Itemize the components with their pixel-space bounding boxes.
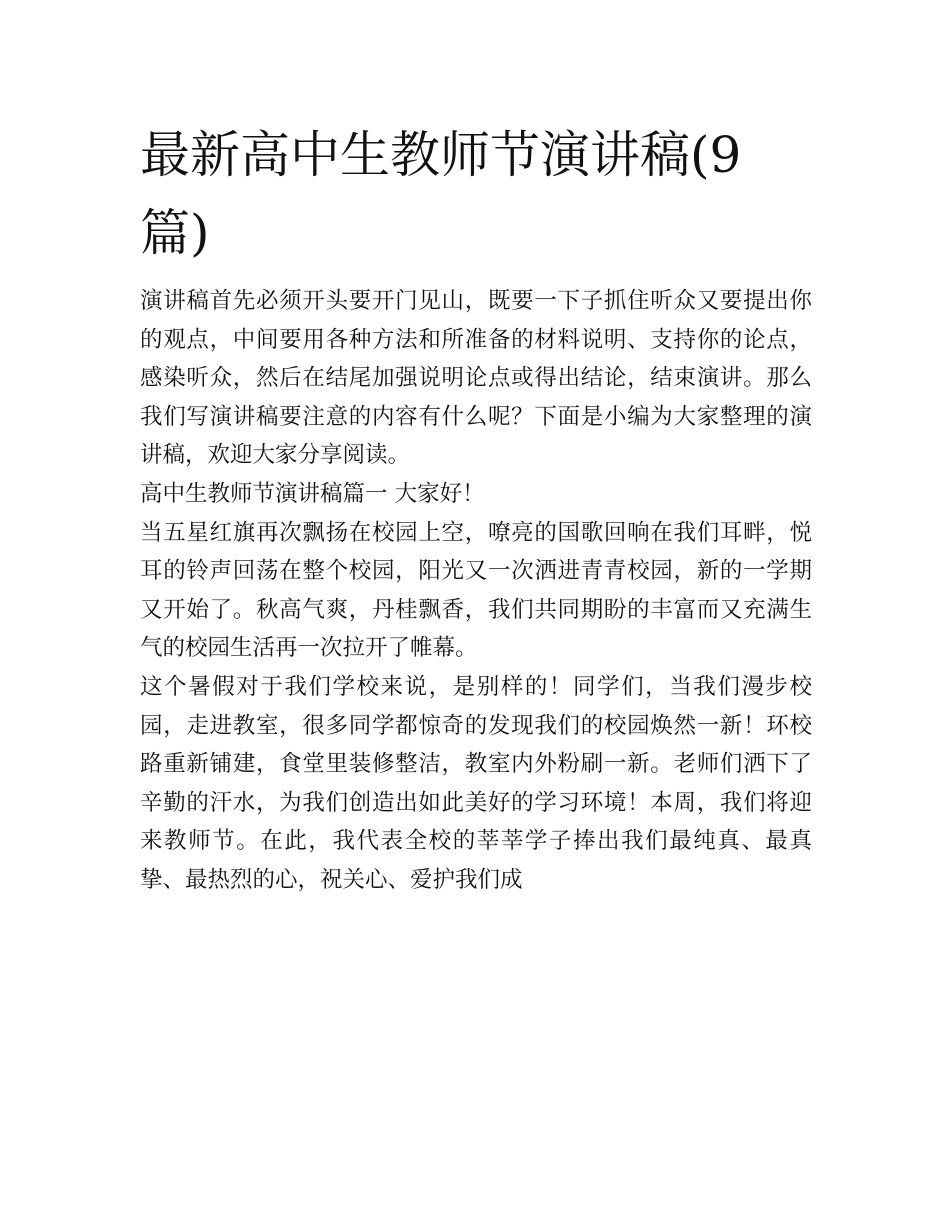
body-paragraph: 这个暑假对于我们学校来说，是别样的！同学们，当我们漫步校园，走进教室，很多同学都惊奇的发现我们的校园焕然一新！环校路重新铺建，食堂里装修整洁，教室内外粉刷一新。老师们洒下了辛勤的汗水，为我们创造出如此美好的学习环境！本周，我们将迎来教师节。在此，我代表全校的莘莘学子捧出我们最纯真、最真挚、最热烈的心，祝关心、爱护我们成 (140, 673, 812, 893)
document-body (140, 282, 812, 900)
intro-paragraph: 演讲稿首先必须开头要开门见山，既要一下子抓住听众又要提出你的观点，中间要用各种方法和所准备的材料说明、支持你的论点，感染听众，然后在结尾加强说明论点或得出结论，结束演讲。那么我们写演讲稿要注意的内容有什么呢？下面是小编为大家整理的演讲稿，欢迎大家分享阅读。 (140, 288, 812, 469)
document-title: 最新高中生教师节演讲稿(9篇) (140, 126, 742, 262)
body-paragraph: 当五星红旗再次飘扬在校园上空，嘹亮的国歌回响在我们耳畔，悦耳的铃声回荡在整个校园，阳光又一次洒进青青校园，新的一学期又开始了。秋高气爽，丹桂飘香，我们共同期盼的丰富而又充满生气的校园生活再一次拉开了帷幕。 (140, 519, 812, 662)
section-heading-paragraph: 高中生教师节演讲稿篇一 大家好！ (140, 480, 485, 507)
